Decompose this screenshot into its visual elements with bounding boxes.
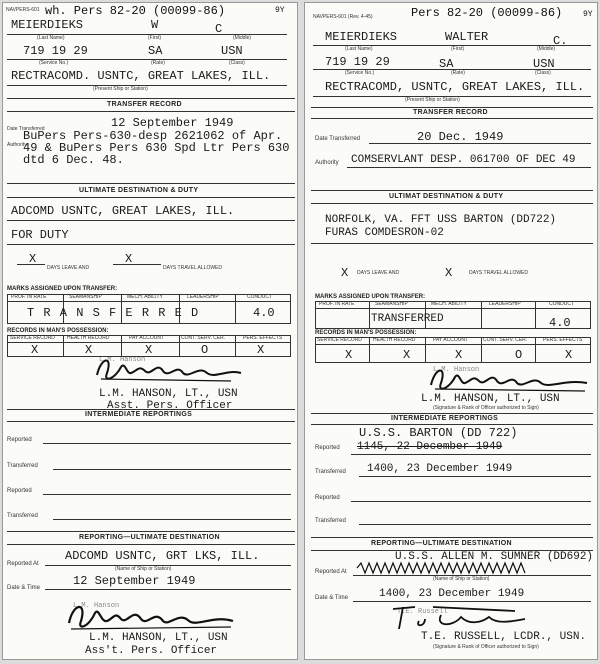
duty: FOR DUTY — [11, 228, 69, 242]
signer-2-caption: (Signature & Rank of Officer authorized to Sign) — [433, 644, 539, 650]
marks-heading: MARKS ASSIGNED UPON TRANSFER: — [7, 286, 118, 292]
divider — [311, 537, 593, 538]
divider — [7, 421, 295, 422]
inter-label: Transferred — [7, 463, 38, 469]
signer-1-title: Asst. Pers. Officer — [107, 400, 233, 412]
signer-2: L.M. HANSON, LT., USN — [89, 632, 228, 644]
label-first: (First) — [451, 46, 465, 52]
middle-name: C. — [553, 34, 568, 48]
records-col: PAY ACCOUNT — [129, 335, 165, 341]
signature-1-text: L.M. Hanson — [433, 366, 480, 374]
days-leave-label: DAYS LEAVE AND — [357, 270, 400, 276]
signature-2-text: L.M. Hanson — [73, 602, 120, 610]
records-val: X — [403, 348, 411, 362]
divider — [369, 143, 591, 144]
reported-at-label: Reported At — [315, 569, 347, 575]
divider — [53, 469, 291, 470]
days-leave-value: X — [341, 266, 349, 280]
label-middle: (Middle) — [537, 46, 556, 52]
conduct-mark: 4.0 — [253, 306, 275, 320]
divider — [235, 294, 236, 324]
records-val: X — [345, 348, 353, 362]
marks-heading: MARKS ASSIGNED UPON TRANSFER: — [315, 294, 426, 300]
transfer-card-left — [2, 2, 298, 660]
signature-2-image — [385, 601, 535, 633]
service-number: 719 19 29 — [325, 55, 390, 69]
divider — [17, 264, 45, 265]
rate: SA — [148, 44, 163, 58]
conduct-mark: 4.0 — [549, 316, 571, 330]
inter-label: Reported — [315, 445, 340, 451]
reported-at: ADCOMD USNTC, GRT LKS, ILL. — [65, 549, 260, 563]
transfer-date: 20 Dec. 1949 — [417, 130, 504, 144]
divider — [535, 301, 536, 329]
marks-col: CONDUCT — [247, 294, 272, 300]
divider — [351, 501, 591, 502]
transfer-heading: TRANSFER RECORD — [413, 109, 488, 116]
class: USN — [221, 44, 243, 58]
authority-label: Authority — [7, 142, 27, 148]
date-time: 1400, 23 December 1949 — [379, 588, 525, 600]
divider — [359, 476, 591, 477]
divider — [311, 107, 593, 108]
records-heading: RECORDS IN MAN'S POSSESSION: — [7, 328, 109, 334]
divider — [7, 544, 295, 545]
divider — [311, 203, 593, 204]
marks-col: CONDUCT — [549, 301, 574, 307]
signer-1: L.M. HANSON, LT., USN — [99, 388, 238, 400]
authority: COMSERVLANT DESP. 061700 OF DEC 49 — [351, 154, 576, 166]
reporting-heading: REPORTING—ULTIMATE DESTINATION — [79, 534, 220, 541]
divider — [7, 183, 295, 184]
divider — [63, 335, 64, 357]
records-col: CONT. SERV. CER. — [483, 337, 528, 343]
divider — [7, 244, 295, 245]
label-service: (Service No.) — [39, 60, 69, 66]
authority-label: Authority — [315, 160, 339, 166]
destination: NORFOLK, VA. FFT USS BARTON (DD722) — [325, 214, 557, 226]
date-label: Date Transferred — [315, 136, 361, 142]
divider — [7, 220, 295, 221]
marks-col: LEADERSHIP — [187, 294, 219, 300]
authority-line-3: dtd 6 Dec. 48. — [23, 153, 124, 167]
service-number: 719 19 29 — [23, 44, 88, 58]
date-time: 12 September 1949 — [73, 574, 196, 588]
divider — [481, 337, 482, 363]
authority-line-2: 49 & BuPers Pers 630 Spd Ltr Pers 630 — [23, 141, 290, 155]
transfer-heading: TRANSFER RECORD — [107, 101, 182, 108]
last-name: MEIERDIEKS — [325, 30, 398, 44]
divider — [43, 443, 291, 444]
days-travel-value: X — [125, 252, 133, 266]
divider — [311, 424, 593, 425]
header-handwritten: Pers 82-20 (00099-86) — [411, 6, 563, 20]
records-val: X — [31, 343, 39, 357]
inter-label: Reported — [315, 495, 340, 501]
divider — [7, 301, 291, 302]
records-val: X — [257, 343, 265, 357]
label-rate: (Rate) — [151, 60, 165, 66]
inter-reported: 1145, 22 December 1949 — [357, 441, 503, 453]
marks-col: SEAMANSHIP — [69, 294, 102, 300]
ultimate-heading: ULTIMAT DESTINATION & DUTY — [389, 193, 504, 200]
inter-label: Transferred — [7, 513, 38, 519]
records-col: HEALTH RECORD — [373, 337, 416, 343]
authority-line-1: BuPers Pers-630-desp 2621062 of Apr. — [23, 129, 283, 143]
present-ship: RECTRACOMD, USNTC, GREAT LAKES, ILL. — [325, 80, 585, 94]
inter-label: Transferred — [315, 469, 346, 475]
marks-transferred: T R A N S F E R R E D — [27, 306, 200, 320]
divider — [113, 264, 161, 265]
divider — [7, 531, 295, 532]
divider — [45, 589, 291, 590]
records-col: PERS. EFFECTS — [543, 337, 583, 343]
divider — [369, 337, 370, 363]
duty: FURAS COMDESRON-02 — [325, 227, 444, 239]
divider — [425, 337, 426, 363]
divider — [311, 118, 593, 119]
first-name: W — [151, 18, 159, 32]
inter-transferred: 1400, 23 December 1949 — [367, 463, 513, 475]
divider — [7, 409, 295, 410]
label-rate: (Rate) — [451, 70, 465, 76]
form-code: NAVPERS-601 (Rev. 4-45) — [313, 14, 373, 20]
records-val: O — [515, 348, 523, 362]
label-last: (Last Name) — [345, 46, 373, 52]
signer-1-caption: (Signature & Rank of Officer authorized to Sign) — [433, 405, 539, 411]
label-present: (Present Ship or Station) — [93, 86, 148, 92]
divider — [7, 111, 295, 112]
days-leave-label: DAYS LEAVE AND — [47, 265, 90, 271]
records-col: HEALTH RECORD — [67, 335, 110, 341]
signer-1: L.M. HANSON, LT., USN — [421, 393, 560, 405]
records-heading: RECORDS IN MAN'S POSSESSION: — [315, 330, 417, 336]
divider — [369, 301, 370, 329]
divider — [311, 190, 593, 191]
ultimate-heading: ULTIMATE DESTINATION & DUTY — [79, 187, 199, 194]
header-corner: 9Y — [583, 10, 593, 19]
label-class: (Class) — [229, 60, 245, 66]
records-val: O — [201, 343, 209, 357]
divider — [359, 524, 591, 525]
records-col: SERVICE RECORD — [10, 335, 55, 341]
label-first: (First) — [148, 35, 162, 41]
days-leave-value: X — [29, 252, 37, 266]
records-val: X — [145, 343, 153, 357]
inter-label: Transferred — [315, 518, 346, 524]
marks-col: SEAMANSHIP — [375, 301, 408, 307]
records-col: SERVICE RECORD — [317, 337, 362, 343]
divider — [7, 98, 295, 99]
marks-col: LEADERSHIP — [489, 301, 521, 307]
last-name: MEIERDIEKS — [11, 18, 84, 32]
class: USN — [533, 57, 555, 71]
date-time-label: Date & Time — [315, 595, 349, 601]
transfer-card-right — [304, 2, 598, 660]
days-travel-label: DAYS TRAVEL ALLOWED — [469, 270, 529, 276]
reported-at-struck: U.S.S. ALLEN M. SUMNER (DD692) — [395, 551, 594, 563]
records-val: X — [85, 343, 93, 357]
divider — [311, 243, 593, 244]
intermediate-heading: INTERMEDIATE REPORTINGS — [391, 415, 499, 422]
label-middle: (Middle) — [233, 35, 252, 41]
label-present: (Present Ship or Station) — [405, 97, 460, 103]
form-code: NAVPERS-601 — [6, 7, 40, 13]
label-ship: (Name of Ship or Station) — [115, 566, 172, 572]
marks-col: MECH. ABILITY — [127, 294, 163, 300]
marks-col: MECH. ABILITY — [431, 301, 467, 307]
header-corner: 9Y — [275, 6, 285, 15]
records-col: CONT. SERV. CER. — [181, 335, 226, 341]
days-travel-value: X — [445, 266, 453, 280]
rate: SA — [439, 57, 454, 71]
records-col: PAY ACCOUNT — [433, 337, 469, 343]
transfer-date: 12 September 1949 — [111, 116, 234, 130]
records-val: X — [455, 348, 463, 362]
divider — [315, 308, 591, 309]
intermediate-heading: INTERMEDIATE REPORTINGS — [85, 411, 193, 418]
inter-label: Reported — [7, 488, 32, 494]
divider — [347, 167, 591, 168]
divider — [481, 301, 482, 329]
strikeout-scribble — [355, 561, 535, 575]
divider — [315, 344, 591, 345]
divider — [43, 494, 291, 495]
days-travel-label: DAYS TRAVEL ALLOWED — [163, 265, 223, 271]
middle-name: C — [215, 22, 223, 36]
header-handwritten: wh. Pers 82-20 (00099-86) — [45, 4, 226, 18]
label-last: (Last Name) — [37, 35, 65, 41]
inter-ship: U.S.S. BARTON (DD 722) — [359, 426, 518, 440]
present-ship: RECTRACOMD. USNTC, GREAT LAKES, ILL. — [11, 69, 271, 83]
signer-2: T.E. RUSSELL, LCDR., USN. — [421, 631, 587, 643]
reported-at-label: Reported At — [7, 561, 39, 567]
signature-1-text: L.M. Hanson — [99, 356, 146, 364]
destination: ADCOMD USNTC, GREAT LAKES, ILL. — [11, 204, 235, 218]
divider — [351, 454, 591, 455]
divider — [53, 519, 291, 520]
inter-label: Reported — [7, 437, 32, 443]
date-label: Date Transferred — [7, 126, 45, 132]
records-col: PERS. EFFECTS — [243, 335, 283, 341]
marks-col: PROF. IN RATE — [11, 294, 47, 300]
divider — [7, 197, 295, 198]
label-ship: (Name of Ship or Station) — [433, 576, 490, 582]
marks-transferred: TRANSFERRED — [371, 313, 444, 325]
date-time-label: Date & Time — [7, 585, 41, 591]
label-class: (Class) — [535, 70, 551, 76]
first-name: WALTER — [445, 30, 489, 44]
divider — [311, 413, 593, 414]
signature-2-text: T.E. Russell — [397, 608, 448, 616]
signer-2-title: Ass't. Pers. Officer — [85, 645, 218, 657]
marks-col: PROF. IN RATE — [319, 301, 355, 307]
reporting-heading: REPORTING—ULTIMATE DESTINATION — [371, 540, 512, 547]
records-val: X — [565, 348, 573, 362]
divider — [535, 337, 536, 363]
label-service: (Service No.) — [345, 70, 375, 76]
